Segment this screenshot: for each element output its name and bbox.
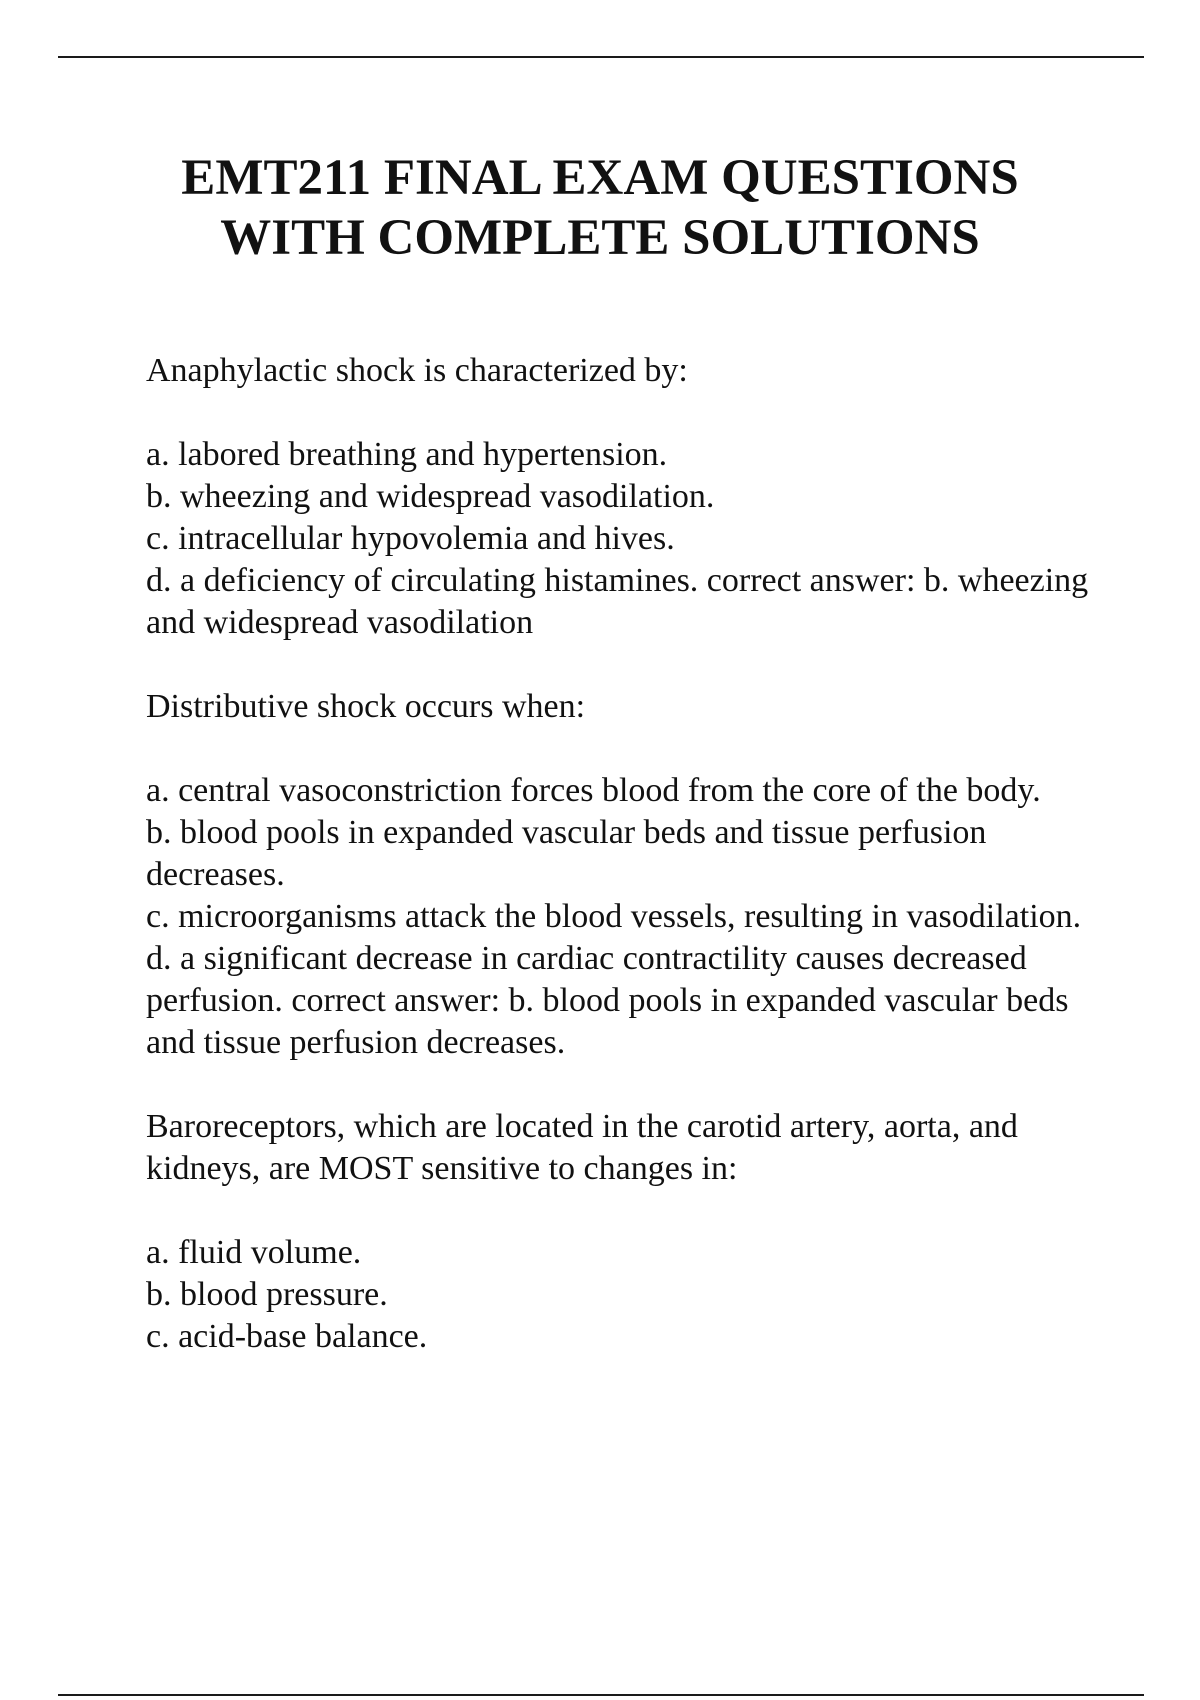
question-1 <box>146 350 1106 644</box>
option-c: c. intracellular hypovolemia and hives. <box>146 520 675 557</box>
title-line-1: EMT211 FINAL EXAM QUESTIONS <box>181 150 1019 206</box>
question-prompt: Baroreceptors, which are located in the carotid artery, aorta, and kidneys, are MOST sensitive to changes in: <box>146 1108 1018 1187</box>
option-d-with-answer: d. a deficiency of circulating histamines. correct answer: b. wheezing and widespread vasodilation <box>146 562 1089 641</box>
option-b: b. wheezing and widespread vasodilation. <box>146 478 715 515</box>
question-3 <box>146 1106 1106 1358</box>
questions-body <box>146 350 1106 1400</box>
option-d-with-answer: d. a significant decrease in cardiac contractility causes decreased perfusion. correct answer: b. blood pools in expanded vascular beds and tissue perfusion decreases. <box>146 940 1069 1061</box>
question-2 <box>146 686 1106 1064</box>
title-line-2: WITH COMPLETE SOLUTIONS <box>220 210 980 266</box>
option-c: c. microorganisms attack the blood vessels, resulting in vasodilation. <box>146 898 1082 935</box>
option-c: c. acid-base balance. <box>146 1318 428 1355</box>
option-a: a. fluid volume. <box>146 1234 362 1271</box>
question-prompt: Anaphylactic shock is characterized by: <box>146 352 688 389</box>
bottom-rule <box>58 1694 1144 1696</box>
option-a: a. labored breathing and hypertension. <box>146 436 668 473</box>
top-rule <box>58 56 1144 58</box>
question-prompt: Distributive shock occurs when: <box>146 688 586 725</box>
option-b: b. blood pressure. <box>146 1276 388 1313</box>
document-title <box>0 148 1200 268</box>
option-b: b. blood pools in expanded vascular beds and tissue perfusion decreases. <box>146 814 987 893</box>
option-a: a. central vasoconstriction forces blood from the core of the body. <box>146 772 1041 809</box>
